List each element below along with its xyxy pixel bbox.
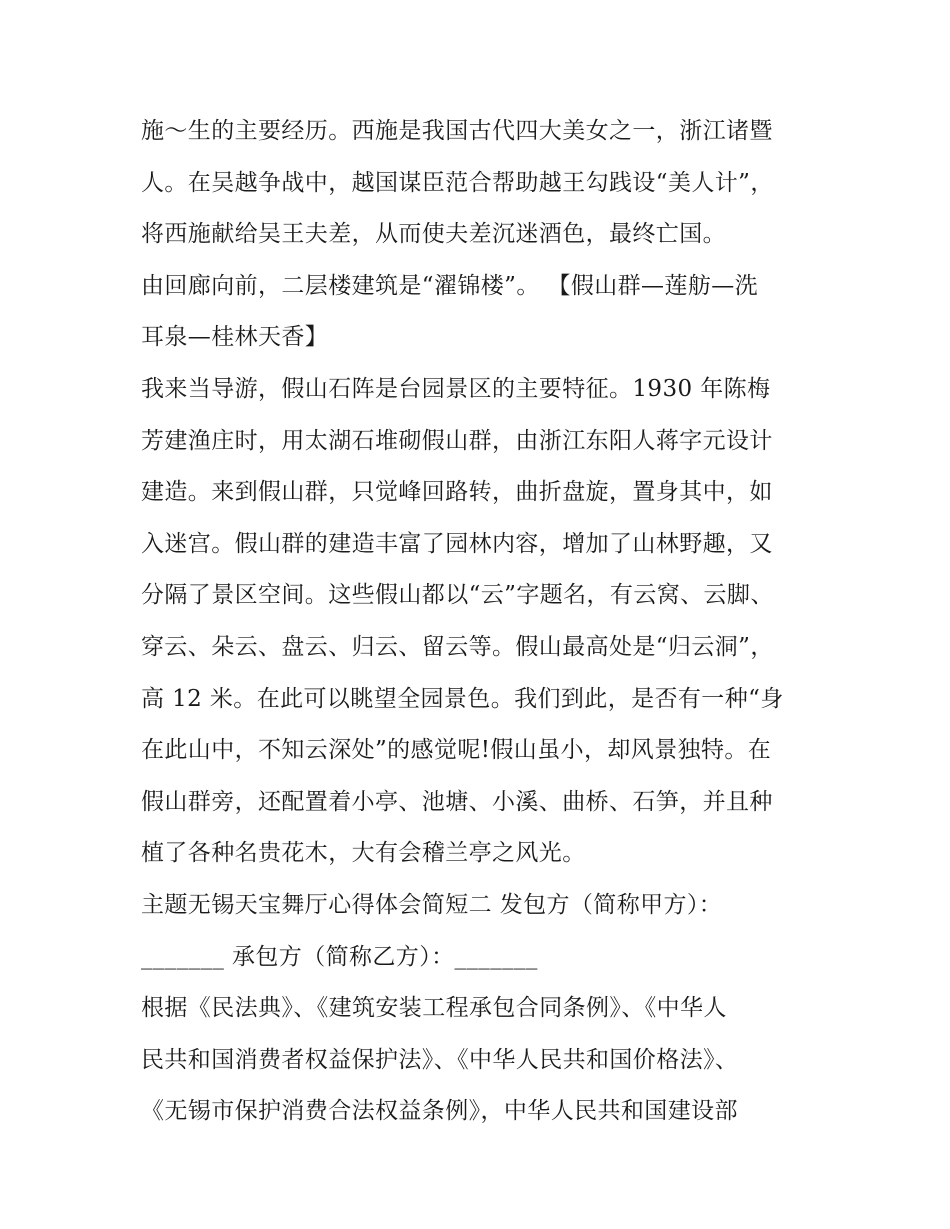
text-line: 入迷宫。假山群的建造丰富了园林内容，增加了山林野趣，又 — [141, 530, 773, 557]
text-line: 民共和国消费者权益保护法》、《中华人民共和国价格法》、 — [141, 1046, 739, 1073]
text-line: 我来当导游，假山石阵是台园景区的主要特征。1930 年陈梅 — [141, 375, 771, 402]
text-line: 植了各种名贵花木，大有会稽兰亭之风光。 — [141, 840, 586, 867]
text-line: 假山群旁，还配置着小亭、池塘、小溪、曲桥、石笋，并且种 — [141, 788, 773, 815]
text-line: 人。在吴越争战中，越国谋臣范合帮助越王勾践设“美人计”， — [141, 169, 774, 196]
text-line: _______ 承包方（简称乙方）：_______ — [141, 943, 538, 970]
text-line: 在此山中，不知云深处”的感觉呢!假山虽小，却风景独特。在 — [141, 737, 772, 764]
document-body — [141, 106, 821, 1138]
text-line: 施～生的主要经历。西施是我国古代四大美女之一，浙江诸暨 — [141, 118, 773, 144]
text-line: 《无锡市保护消费合法权益条例》，中华人民共和国建设部 — [141, 1098, 738, 1125]
text-line: 芳建渔庄时，用太湖石堆砌假山群，由浙江东阳人蒋字元设计 — [141, 427, 773, 454]
text-line: 主题无锡天宝舞厅心得体会简短二 发包方（简称甲方）： — [141, 891, 723, 918]
text-line: 穿云、朵云、盘云、归云、留云等。假山最高处是“归云洞”， — [141, 633, 774, 660]
text-line: 根据《民法典》、《建筑安装工程承包合同条例》、《中华人 — [141, 995, 727, 1022]
text-line: 建造。来到假山群，只觉峰回路转，曲折盘旋，置身其中，如 — [141, 479, 773, 506]
text-line: 高 12 米。在此可以眺望全园景色。我们到此，是否有一种“身 — [141, 685, 784, 712]
text-line: 将西施献给吴王夫差，从而使夫差沉迷酒色，最终亡国。 — [141, 221, 726, 248]
text-line: 由回廊向前，二层楼建筑是“濯锦楼”。 【假山群—莲舫—洗 — [141, 272, 759, 299]
text-line: 分隔了景区空间。这些假山都以“云”字题名，有云窝、云脚、 — [141, 582, 774, 609]
text-line: 耳泉—桂林天香】 — [141, 324, 329, 351]
